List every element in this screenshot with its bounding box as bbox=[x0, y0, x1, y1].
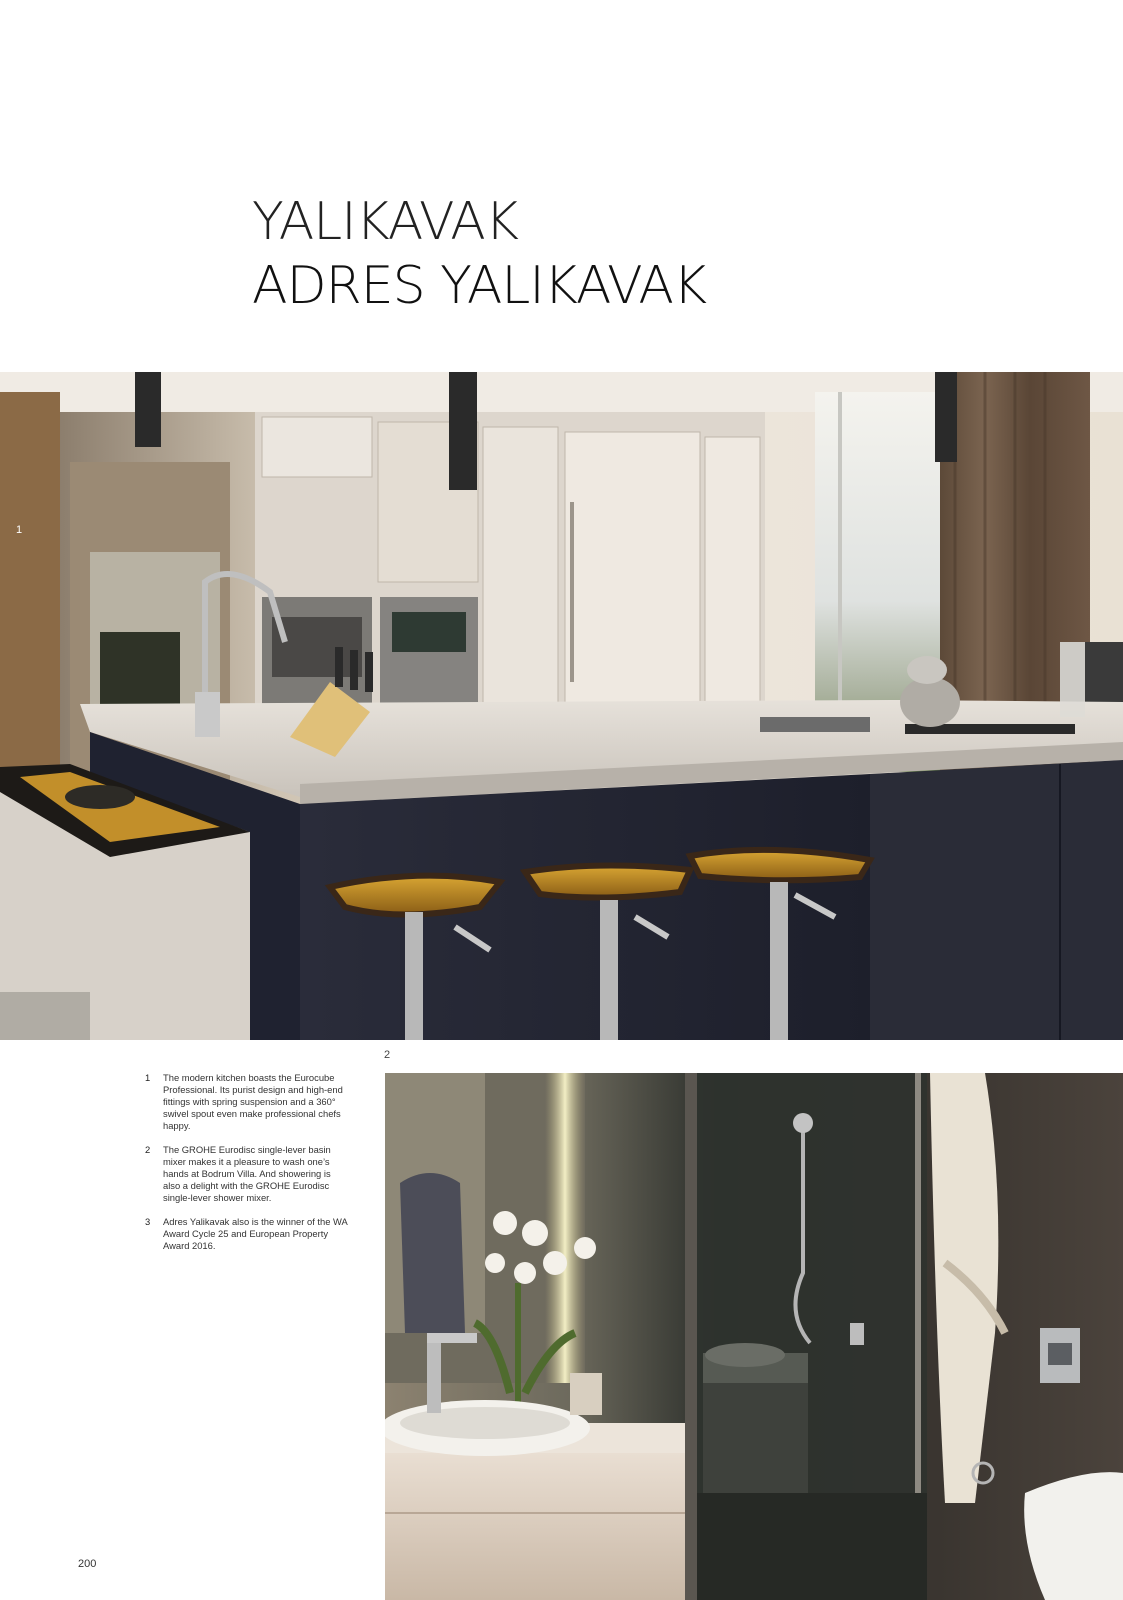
bathroom-photo bbox=[385, 1073, 1123, 1600]
caption-item bbox=[145, 1144, 350, 1204]
caption-text: The modern kitchen boasts the Eurocube Professional. Its purist design and high-end fittings with spring suspension and a 360° swivel spout even make professional chefs happy. bbox=[163, 1072, 343, 1131]
caption-number: 1 bbox=[145, 1072, 151, 1083]
figure-number-1: 1 bbox=[16, 524, 23, 536]
caption-list bbox=[145, 1072, 350, 1264]
caption-number: 3 bbox=[145, 1216, 151, 1227]
figure-number-2: 2 bbox=[384, 1049, 391, 1061]
caption-number: 2 bbox=[145, 1144, 151, 1155]
caption-text: Adres Yalikavak also is the winner of the WA Award Cycle 25 and European Property Award 2016. bbox=[163, 1216, 348, 1251]
title-project: ADRES YALIKAVAK bbox=[252, 256, 707, 316]
caption-text: The GROHE Eurodisc single-lever basin mixer makes it a pleasure to wash one’s hands at Bodrum Villa. And showering is also a delight with the GROHE Eurodisc single-lever shower mixer. bbox=[163, 1144, 331, 1203]
caption-item bbox=[145, 1216, 350, 1252]
page-number: 200 bbox=[78, 1558, 97, 1570]
caption-item bbox=[145, 1072, 350, 1132]
title-location: YALIKAVAK bbox=[252, 192, 518, 252]
kitchen-photo bbox=[0, 372, 1123, 1040]
page-title bbox=[252, 190, 706, 318]
